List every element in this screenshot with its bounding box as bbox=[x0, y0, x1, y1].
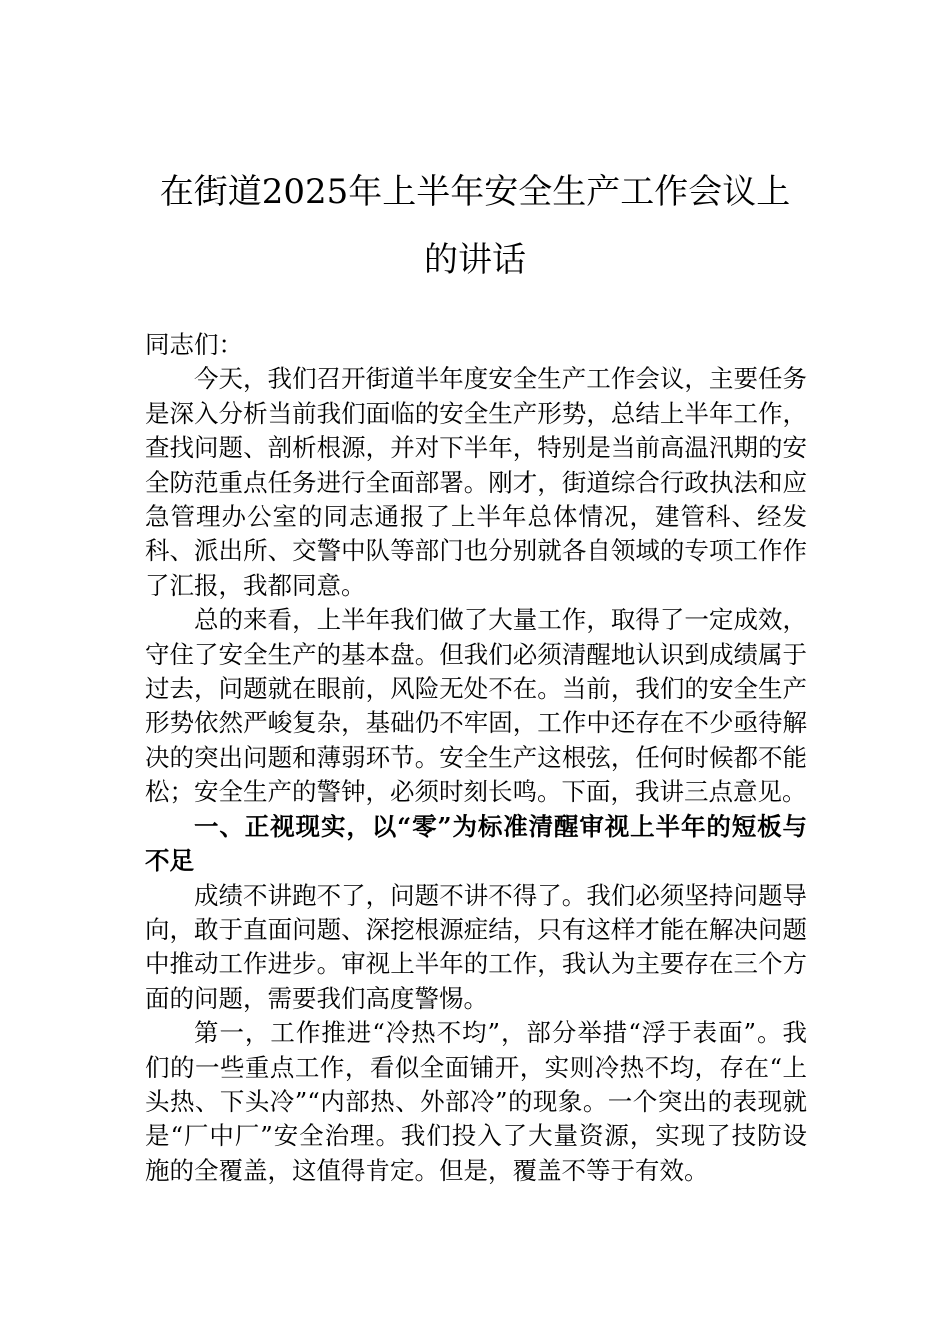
document-body bbox=[145, 328, 807, 1188]
section-heading-1: 一、正视现实，以“零”为标准清醒审视上半年的短板与不足 bbox=[145, 811, 807, 876]
title-line-2: 的讲话 bbox=[424, 240, 526, 280]
title-line-1: 在街道2025年上半年安全生产工作会议上 bbox=[159, 172, 791, 212]
paragraph-first-problem: 第一，工作推进“冷热不均”，部分举措“浮于表面”。我们的一些重点工作，看似全面铺开，实则冷热不均，存在“上头热、下头冷”“内部热、外部冷”的现象。一个突出的表现就是“厂中厂”安全治理。我们投入了大量资源，实现了技防设施的全覆盖，这值得肯定。但是，覆盖不等于有效。 bbox=[145, 1018, 807, 1185]
paragraph-problem-intro: 成绩不讲跑不了，问题不讲不得了。我们必须坚持问题导向，敢于直面问题、深挖根源症结，只有这样才能在解决问题中推动工作进步。审视上半年的工作，我认为主要存在三个方面的问题，需要我们高度警惕。 bbox=[145, 880, 807, 1013]
salutation: 同志们： bbox=[145, 330, 243, 359]
paragraph-overview: 总的来看，上半年我们做了大量工作，取得了一定成效，守住了安全生产的基本盘。但我们必须清醒地认识到成绩属于过去，问题就在眼前，风险无处不在。当前，我们的安全生产形势依然严峻复杂，基础仍不牢固，工作中还存在不少亟待解决的突出问题和薄弱环节。安全生产这根弦，任何时候都不能松；安全生产的警钟，必须时刻长鸣。下面，我讲三点意见。 bbox=[145, 605, 807, 807]
document-title bbox=[145, 158, 805, 294]
paragraph-opening: 今天，我们召开街道半年度安全生产工作会议，主要任务是深入分析当前我们面临的安全生产形势，总结上半年工作，查找问题、剖析根源，并对下半年，特别是当前高温汛期的安全防范重点任务进行全面部署。刚才，街道综合行政执法和应急管理办公室的同志通报了上半年总体情况，建管科、经发科、派出所、交警中队等部门也分别就各自领域的专项工作作了汇报，我都同意。 bbox=[145, 364, 807, 600]
